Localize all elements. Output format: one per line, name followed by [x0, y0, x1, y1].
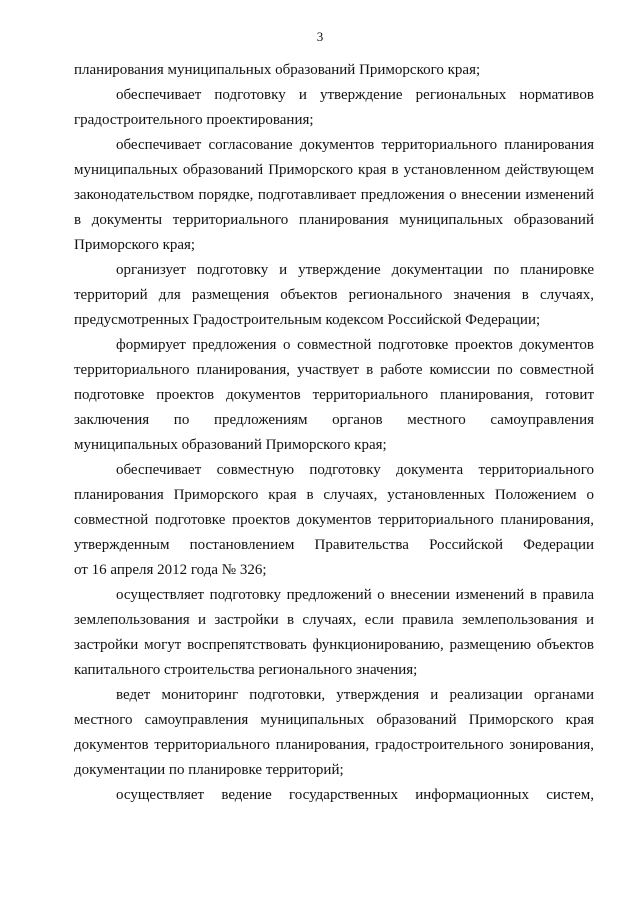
text-line: местного самоуправления муниципальных образований Приморского края [74, 712, 594, 728]
text-line: застройки могут воспрепятствовать функционированию, размещению объектов [74, 637, 594, 653]
text-line: предусмотренных Градостроительным кодексом Российской Федерации; [74, 312, 541, 328]
text-line: заключения по предложениям органов местного самоуправления [74, 412, 594, 428]
paragraph [74, 583, 594, 683]
paragraph [74, 83, 594, 133]
document-body [74, 58, 594, 808]
text-line: подготовке проектов документов территориального планирования, готовит [74, 387, 594, 403]
text-line: законодательством порядке, подготавливает предложения о внесении изменений [74, 187, 594, 203]
paragraph [74, 58, 594, 83]
text-line: обеспечивает совместную подготовку документа территориального [116, 462, 594, 478]
text-line: муниципальных образований Приморского края; [74, 437, 387, 453]
paragraph [74, 458, 594, 583]
text-line: планирования Приморского края в случаях, установленных Положением о [74, 487, 594, 503]
text-line: планирования муниципальных образований Приморского края; [74, 62, 481, 78]
text-line: документации по планировке территорий; [74, 762, 344, 778]
paragraph [74, 258, 594, 333]
text-line: утвержденным постановлением Правительства Российской Федерации [74, 537, 594, 553]
text-line: муниципальных образований Приморского края в установленном действующем [74, 162, 594, 178]
paragraph [74, 133, 594, 258]
text-line: Приморского края; [74, 237, 196, 253]
page-number: 3 [316, 29, 324, 44]
text-line: ведет мониторинг подготовки, утверждения и реализации органами [116, 687, 594, 703]
text-line: обеспечивает подготовку и утверждение региональных нормативов [116, 87, 594, 103]
text-line: документов территориального планирования, градостроительного зонирования, [74, 737, 594, 753]
text-line: организует подготовку и утверждение документации по планировке [116, 262, 594, 278]
text-line: совместной подготовке проектов документов территориального планирования, [74, 512, 594, 528]
text-line: осуществляет ведение государственных информационных систем, [116, 787, 594, 803]
text-line: осуществляет подготовку предложений о внесении изменений в правила [116, 587, 594, 603]
text-line: землепользования и застройки в случаях, если правила землепользования и [74, 612, 594, 628]
text-line: формирует предложения о совместной подготовке проектов документов [116, 337, 594, 353]
text-line: территориального планирования, участвует в работе комиссии по совместной [74, 362, 594, 378]
paragraph [74, 683, 594, 783]
paragraph [74, 783, 594, 808]
paragraph [74, 333, 594, 458]
text-line: обеспечивает согласование документов территориального планирования [116, 137, 594, 153]
text-line: от 16 апреля 2012 года № 326; [74, 562, 267, 578]
text-line: капитального строительства регионального значения; [74, 662, 418, 678]
text-line: градостроительного проектирования; [74, 112, 314, 128]
text-line: территорий для размещения объектов регионального значения в случаях, [74, 287, 594, 303]
text-line: в документы территориального планирования муниципальных образований [74, 212, 594, 228]
